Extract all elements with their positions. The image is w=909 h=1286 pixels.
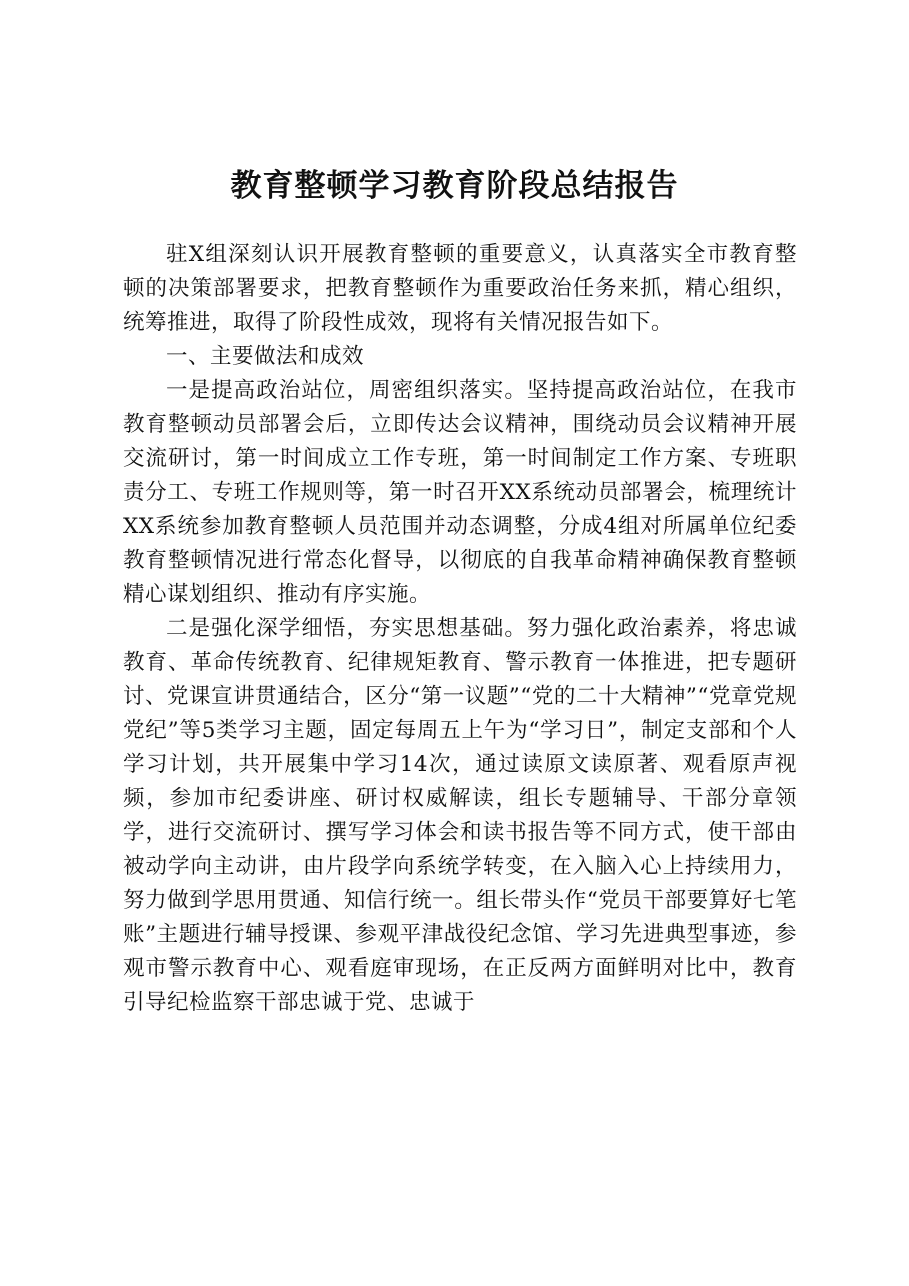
document-title: 教育整顿学习教育阶段总结报告 (230, 168, 679, 204)
section-heading: 一、主要做法和成效 (166, 344, 365, 369)
paragraph-first-measure: 一是提高政治站位，周密组织落实。坚持提高政治站位，在我市教育整顿动员部署会后，立即传达会议精神，围绕动员会议精神开展交流研讨，第一时间成立工作专班，第一时间制定工作方案、专班职责分工、专班工作规则等，第一时召开XX系统动员部署会，梳理统计XX系统参加教育整顿人员范围并动态调整，分成4组对所属单位纪委教育整顿情况进行常态化督导，以彻底的自我革命精神确保教育整顿精心谋划组织、推动有序实施。 (123, 378, 797, 607)
document-body (123, 238, 797, 1020)
paragraph-intro: 驻X组深刻认识开展教育整顿的重要意义，认真落实全市教育整顿的决策部署要求，把教育整顿作为重要政治任务来抓，精心组织，统筹推进，取得了阶段性成效，现将有关情况报告如下。 (123, 242, 797, 335)
paragraph-second-measure: 二是强化深学细悟，夯实思想基础。努力强化政治素养，将忠诚教育、革命传统教育、纪律规矩教育、警示教育一体推进，把专题研讨、党课宣讲贯通结合，区分“第一议题”“党的二十大精神”“党章党规党纪”等5类学习主题，固定每周五上午为“学习日”，制定支部和个人学习计划，共开展集中学习14次，通过读原文读原著、观看原声视频，参加市纪委讲座、研讨权威解读，组长专题辅导、干部分章领学，进行交流研讨、撰写学习体会和读书报告等不同方式，使干部由被动学向主动讲，由片段学向系统学转变，在入脑入心上持续用力，努力做到学思用贯通、知信行统一。组长带头作“党员干部要算好七笔账”主题进行辅导授课、参观平津战役纪念馆、学习先进典型事迹，参观市警示教育中心、观看庭审现场，在正反两方面鲜明对比中，教育引导纪检监察干部忠诚于党、忠诚于 (123, 616, 797, 1015)
